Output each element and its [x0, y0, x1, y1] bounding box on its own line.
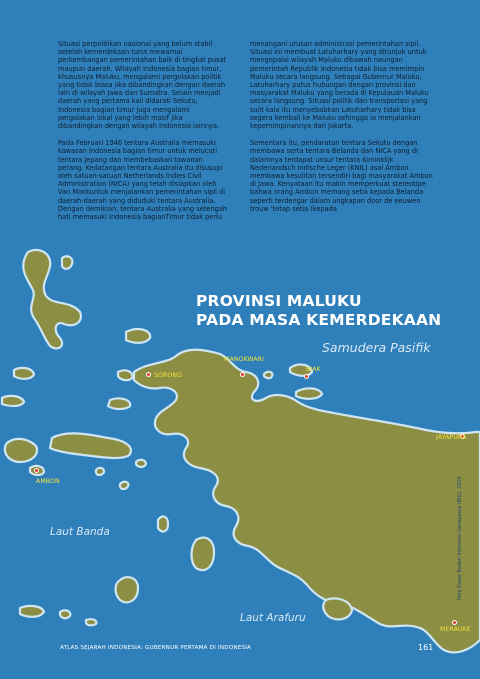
aru-island	[192, 538, 215, 570]
body-paragraph: menangani urusan administrasi pemerintahan sipil. Situasi ini membuat Latuharhary yang ditunjuk untuk mengepalai wilayah Maluku dibawah naungan pemerintah Republik Indonesia tidak bisa memimpin Maluku secara langsung. Sebagai Gubernur Maluku, Latuharhary putus hubungan dengan provinsi dan masyarakat Maluku yang berada di Kepulauan Maluku secara langsung. Situasi politik dan transportasi yang sulit kala itu menyebabkan Latuharhary tidak bisa segera kembali ke Maluku sehingga ia menjalankan kepemimpinannya dari Jakarta.	[250, 40, 429, 131]
ambon-marker	[34, 468, 39, 473]
city-label-manokwari: MANOKWARI	[224, 356, 264, 363]
dolak-island	[323, 598, 352, 619]
island-north-small	[62, 256, 72, 268]
seram-island	[50, 433, 131, 458]
manokwari-marker	[240, 372, 245, 377]
kei-island	[158, 517, 168, 532]
body-text-right-column	[250, 40, 435, 222]
map-title	[196, 292, 441, 330]
leti-island	[86, 619, 96, 625]
waigeo-island	[126, 329, 150, 343]
numfor-island	[264, 372, 272, 378]
city-label-biak: BIAK	[306, 366, 321, 373]
page-number: 161	[418, 643, 434, 652]
misool-island	[108, 398, 130, 409]
banda-islands	[96, 468, 104, 475]
buru-island	[5, 439, 37, 462]
body-paragraph: Sementara itu, pendaratan tentara Sekutu dengan membawa serta tentara Belanda dan NICA yang di dalamnya terdapat unsur tentara Koninklijk Nederlandsch Indische Leger (KNIL) asal Ambon membawa kesulitan tersendiri bagi masyarakat Ambon di Jawa. Kenyataan itu makin memperkuat stereotipe bahwa orang Ambon memang setia kepada Belanda seperti terdengar dalam ungkapan door de eeuwen trouw 'tetap setia (kepada	[250, 139, 433, 213]
tanimbar-island	[116, 577, 139, 602]
body-paragraph: Pada Februari 1946 tentara Australia memasuki kawasan Indonesia bagian timur untuk melucuti tentara Jepang dan membebaskan tawanan perang. Kedatangan tentara Australia itu disusupi oleh satuan-satuan Netherlands Indies Civil Administration (NICA) yang telah disiapkan oleh Van Mookuntuk menjalankan pemerintahan sipil di daerah-daerah yang diduduki tentara Australia. Dengan demikian, tentara Australia yang setengah hati memasuki Indonesia bagianTimur tidak perlu	[58, 139, 228, 222]
merauke-marker	[452, 620, 457, 625]
city-label-merauke: MERAUKE	[440, 626, 471, 633]
ocean-label-arafuru: Laut Arafuru	[240, 612, 306, 624]
watubela-island	[136, 460, 146, 467]
ocean-label-pacific: Samudera Pasifik	[322, 340, 431, 355]
body-text-left-column	[58, 40, 228, 230]
tayandu-island	[120, 482, 128, 489]
map-source-note	[446, 440, 463, 600]
city-label-ambon: AMBON	[36, 478, 60, 485]
sorong-marker	[146, 372, 151, 377]
map-title-line1: PROVINSI MALUKU	[196, 292, 362, 310]
salawati-island	[118, 370, 132, 380]
ocean-label-banda: Laut Banda	[50, 526, 110, 538]
map-source-text: Peta Dasar Badan Informasi Geospasial (BIG), 2019	[458, 476, 463, 600]
city-label-sorong: SORONG	[154, 372, 182, 379]
body-paragraph: Situasi perpolitikan nasional yang belum stabil setelah kemerdekaan turut mewarnai perkembangan pemerintahan baik di tingkat pusat maupun daerah. Wilayah Indonesia bagian timur, khususnya Maluku, mengalami pergolakan politik yang tidak biasa jika dibandingkan dengan daerah lain di wilayah Jawa dan Sumatra. Selain menjadi daerah yang pertama kali didarati Sekutu, Indonesia bagian timur juga mengalami pergolakan lokal yang lebih masif jika dibandingkan dengan wilayah Indonesia lainnya.	[58, 40, 227, 131]
sula-island	[2, 396, 24, 406]
obi-island	[14, 368, 34, 379]
map-title-line2: PADA MASA KEMERDEKAAN	[196, 311, 442, 329]
yapen-island	[296, 388, 322, 398]
babar-island	[60, 610, 70, 618]
wetar-island	[20, 606, 44, 617]
biak-marker	[304, 374, 309, 379]
city-label-jayapura: JAYAPURA	[436, 434, 467, 441]
footer-title: ATLAS SEJARAH INDONESIA: GUBERNUR PERTAMA DI INDONESIA	[60, 645, 252, 651]
